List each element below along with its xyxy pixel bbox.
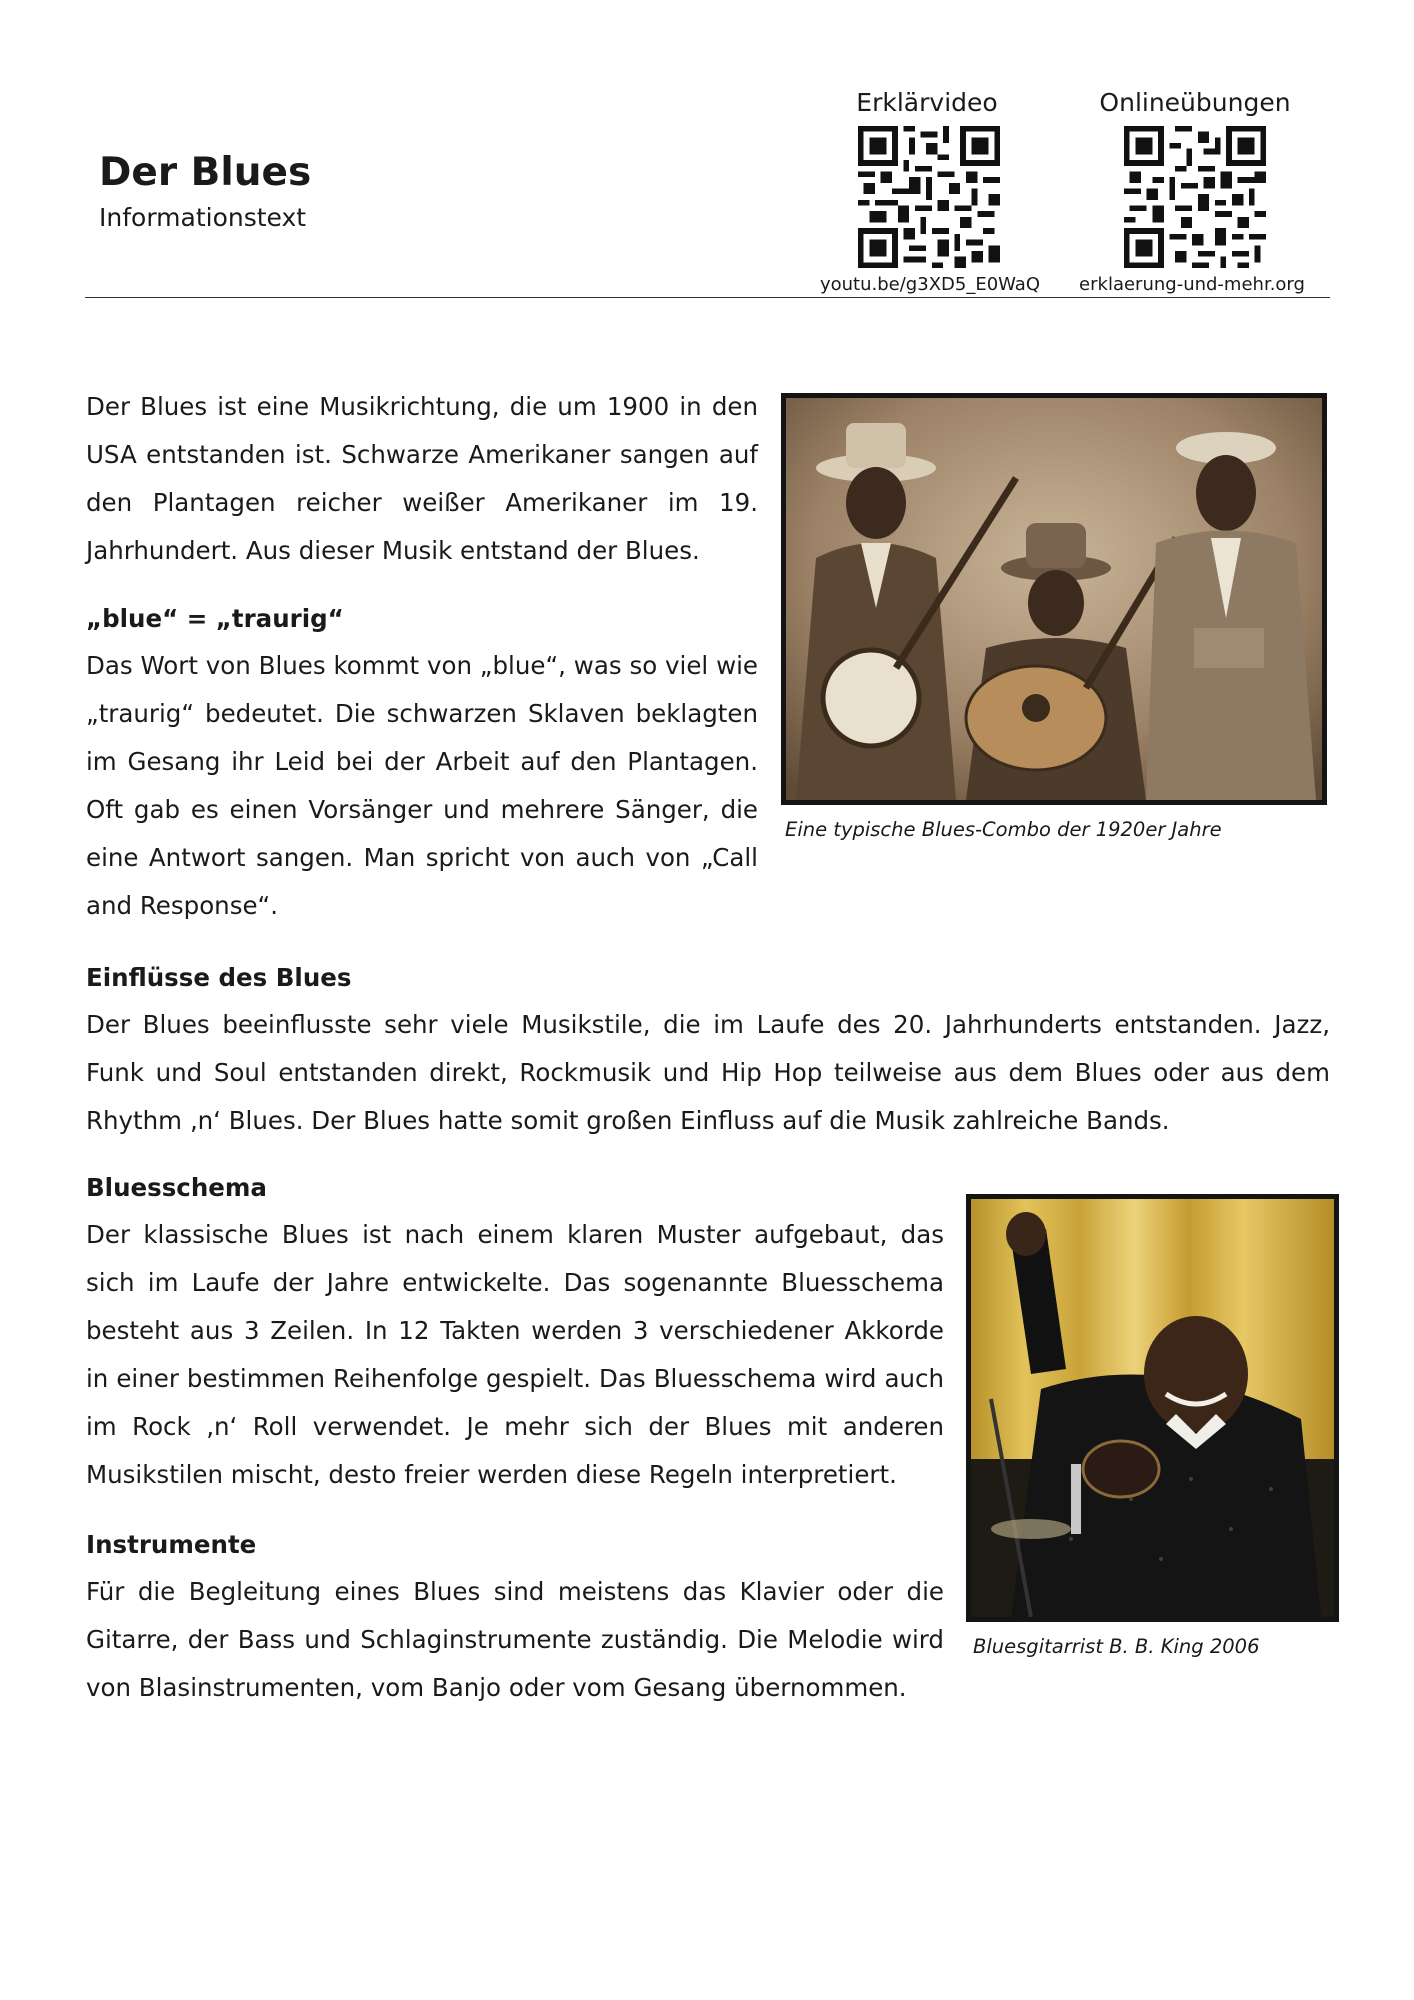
instruments-paragraph: Für die Begleitung eines Blues sind meistens das Klavier oder die Gitarre, der Bass und Schlaginstrumente zuständig. Die Melodie wird von Blasinstrumenten, vom Banjo oder vom Gesang übernommen. — [86, 1577, 944, 1702]
instruments-heading: Instrumente — [86, 1530, 257, 1559]
qr-code-video-icon[interactable] — [858, 126, 1000, 268]
blue-paragraph: Das Wort von Blues kommt von „blue“, was so viel wie „traurig“ bedeutet. Die schwarzen Sklaven beklagten im Gesang ihr Leid bei der Arbeit auf den Plantagen. Oft gab es einen Vorsänger und mehrere Sänger, die eine Antwort sangen. Man spricht von auch von „Call and Response“. — [86, 651, 758, 920]
page-title: Der Blues — [99, 150, 312, 195]
qr-video-label: Erklärvideo — [856, 88, 998, 117]
bb-king-photo — [966, 1194, 1339, 1622]
schema-heading: Bluesschema — [86, 1173, 267, 1202]
blues-combo-caption: Eine typische Blues-Combo der 1920er Jahre — [785, 818, 1222, 841]
qr-code-exercises-icon[interactable] — [1124, 126, 1266, 268]
qr-exercises-url[interactable]: erklaerung-und-mehr.org — [1079, 274, 1305, 295]
influence-paragraph: Der Blues beeinflusste sehr viele Musikstile, die im Laufe des 20. Jahrhunderts entstanden. Jazz, Funk und Soul entstanden direkt, Rockmusik und Hip Hop teilweise aus dem Blues oder aus dem Rhythm ‚n‘ Blues. Der Blues hatte somit großen Einfluss auf die Musik zahlreiche Bands. — [86, 1010, 1330, 1135]
qr-video-url[interactable]: youtu.be/g3XD5_E0WaQ — [819, 274, 1041, 295]
page-subtitle: Informationstext — [99, 203, 307, 232]
schema-paragraph: Der klassische Blues ist nach einem klaren Muster aufgebaut, das sich im Laufe der Jahre entwickelte. Das sogenannte Bluesschema besteht aus 3 Zeilen. In 12 Takten werden 3 verschiedener Akkorde in einer bestimmen Reihenfolge gespielt. Das Bluesschema wird auch im Rock ‚n‘ Roll verwendet. Je mehr sich der Blues mit anderen Musikstilen mischt, desto freier werden diese Regeln interpretiert. — [86, 1220, 944, 1489]
bb-king-caption: Bluesgitarrist B. B. King 2006 — [973, 1635, 1260, 1658]
blue-heading: „blue“ = „traurig“ — [86, 604, 344, 633]
header-divider — [85, 297, 1330, 298]
blues-combo-photo — [781, 393, 1327, 805]
intro-paragraph: Der Blues ist eine Musikrichtung, die um 1900 in den USA entstanden ist. Schwarze Amerikaner sangen auf den Plantagen reicher weißer Amerikaner im 19. Jahrhundert. Aus dieser Musik entstand der Blues. — [86, 392, 758, 565]
blues-combo-image — [786, 398, 1322, 800]
bb-king-image — [971, 1199, 1334, 1617]
qr-exercises-label: Onlineübungen — [1099, 88, 1291, 117]
influence-heading: Einflüsse des Blues — [86, 963, 352, 992]
